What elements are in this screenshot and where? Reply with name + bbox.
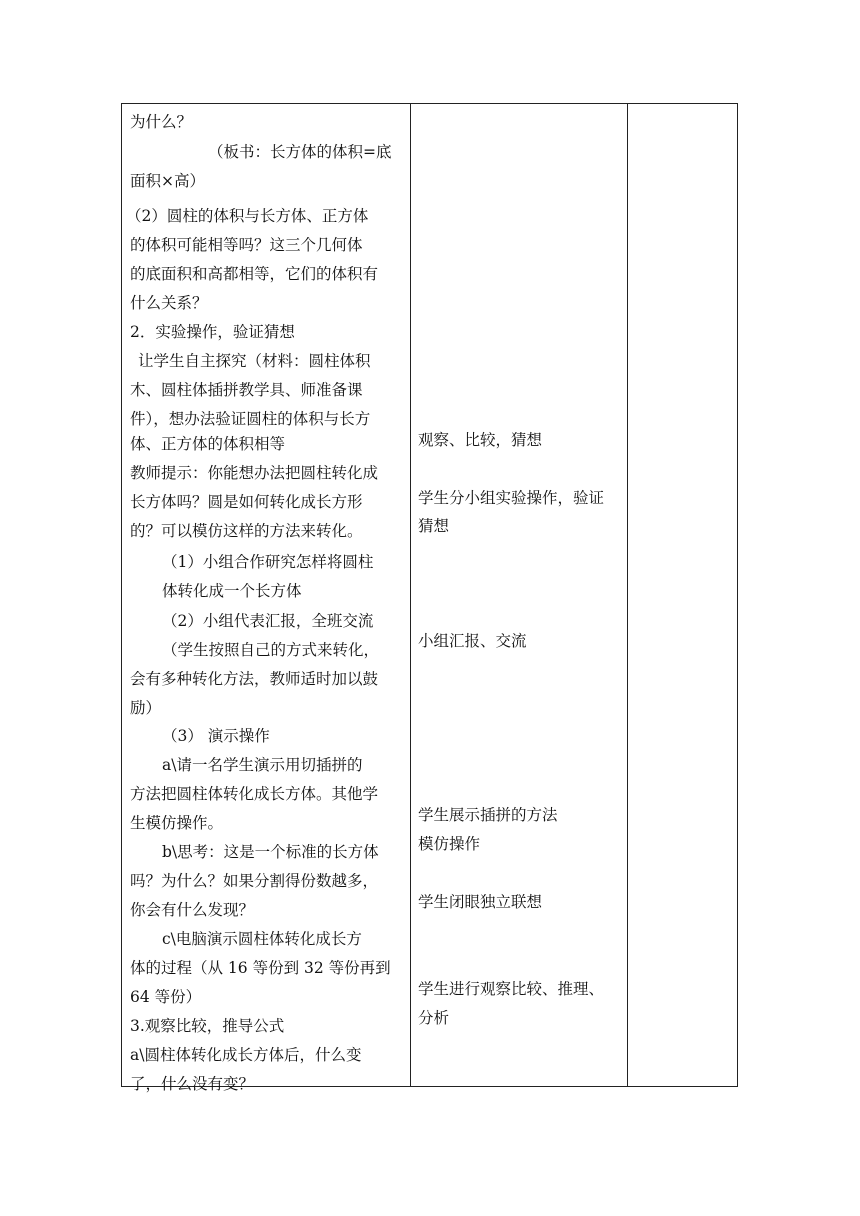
text-line: 木、圆柱体插拼教学具、师准备课 bbox=[130, 381, 363, 399]
text-line: 模仿操作 bbox=[418, 835, 481, 853]
text-line: 你会有什么发现？ bbox=[130, 901, 255, 919]
text-line: 件），想办法验证圆柱的体积与长方 bbox=[130, 410, 371, 428]
text-line: （学生按照自己的方式来转化， bbox=[162, 641, 380, 659]
section-heading: 3.观察比较，推导公式 bbox=[130, 1017, 285, 1035]
text-line: 方法把圆柱体转化成长方体。其他学 bbox=[130, 785, 379, 803]
text-line: 为什么？ bbox=[130, 113, 193, 131]
text-line: c\电脑演示圆柱体转化成长方 bbox=[162, 930, 362, 948]
section-heading: 2．实验操作，验证猜想 bbox=[130, 323, 295, 341]
text-line: 面积×高） bbox=[130, 172, 205, 190]
text-line: 猜想 bbox=[418, 517, 450, 535]
text-line: （2）圆柱的体积与长方体、正方体 bbox=[126, 207, 369, 225]
text-line: （3） 演示操作 bbox=[162, 727, 270, 745]
column-divider-2 bbox=[627, 104, 628, 1086]
text-line: 学生进行观察比较、推理、 bbox=[418, 980, 605, 998]
column-divider-1 bbox=[410, 104, 411, 1086]
text-line: 会有多种转化方法，教师适时加以鼓 bbox=[130, 670, 379, 688]
text-line: 的？可以模仿这样的方法来转化。 bbox=[130, 522, 363, 540]
text-line: （1）小组合作研究怎样将圆柱 bbox=[162, 553, 374, 571]
text-line: 的体积可能相等吗？这三个几何体 bbox=[130, 236, 363, 254]
text-line: 学生分小组实验操作，验证 bbox=[418, 489, 605, 507]
text-line: 学生闭眼独立联想 bbox=[418, 893, 543, 911]
text-line: 学生展示插拼的方法 bbox=[418, 806, 558, 824]
lesson-table bbox=[121, 103, 738, 1093]
text-line: 教师提示：你能想办法把圆柱转化成 bbox=[130, 464, 379, 482]
text-line: 励） bbox=[130, 699, 162, 717]
text-line: 观察、比较，猜想 bbox=[418, 431, 543, 449]
text-line: 了，什么没有变？ bbox=[130, 1075, 255, 1093]
text-line: 小组汇报、交流 bbox=[418, 632, 527, 650]
text-line: 分析 bbox=[418, 1009, 450, 1027]
text-line: 的底面积和高都相等，它们的体积有 bbox=[130, 265, 379, 283]
text-line: 什么关系？ bbox=[130, 294, 208, 312]
text-line: 体的过程（从 16 等份到 32 等份再到 bbox=[130, 959, 391, 977]
text-line: （板书：长方体的体积=底 bbox=[208, 143, 392, 161]
text-line: 吗？为什么？如果分割得份数越多， bbox=[130, 872, 379, 890]
text-line: 生模仿操作。 bbox=[130, 814, 224, 832]
text-line: 64 等份） bbox=[130, 988, 202, 1006]
text-line: a\请一名学生演示用切插拼的 bbox=[162, 756, 363, 774]
text-line: 长方体吗？圆是如何转化成长方形 bbox=[130, 493, 363, 511]
text-line: b\思考：这是一个标准的长方体 bbox=[162, 843, 379, 861]
text-line: 体、正方体的体积相等 bbox=[130, 435, 286, 453]
text-line: 让学生自主探究（材料：圆柱体积 bbox=[138, 352, 371, 370]
text-line: 体转化成一个长方体 bbox=[162, 582, 302, 600]
text-line: a\圆柱体转化成长方体后，什么变 bbox=[130, 1046, 362, 1064]
text-line: （2）小组代表汇报，全班交流 bbox=[162, 612, 374, 630]
